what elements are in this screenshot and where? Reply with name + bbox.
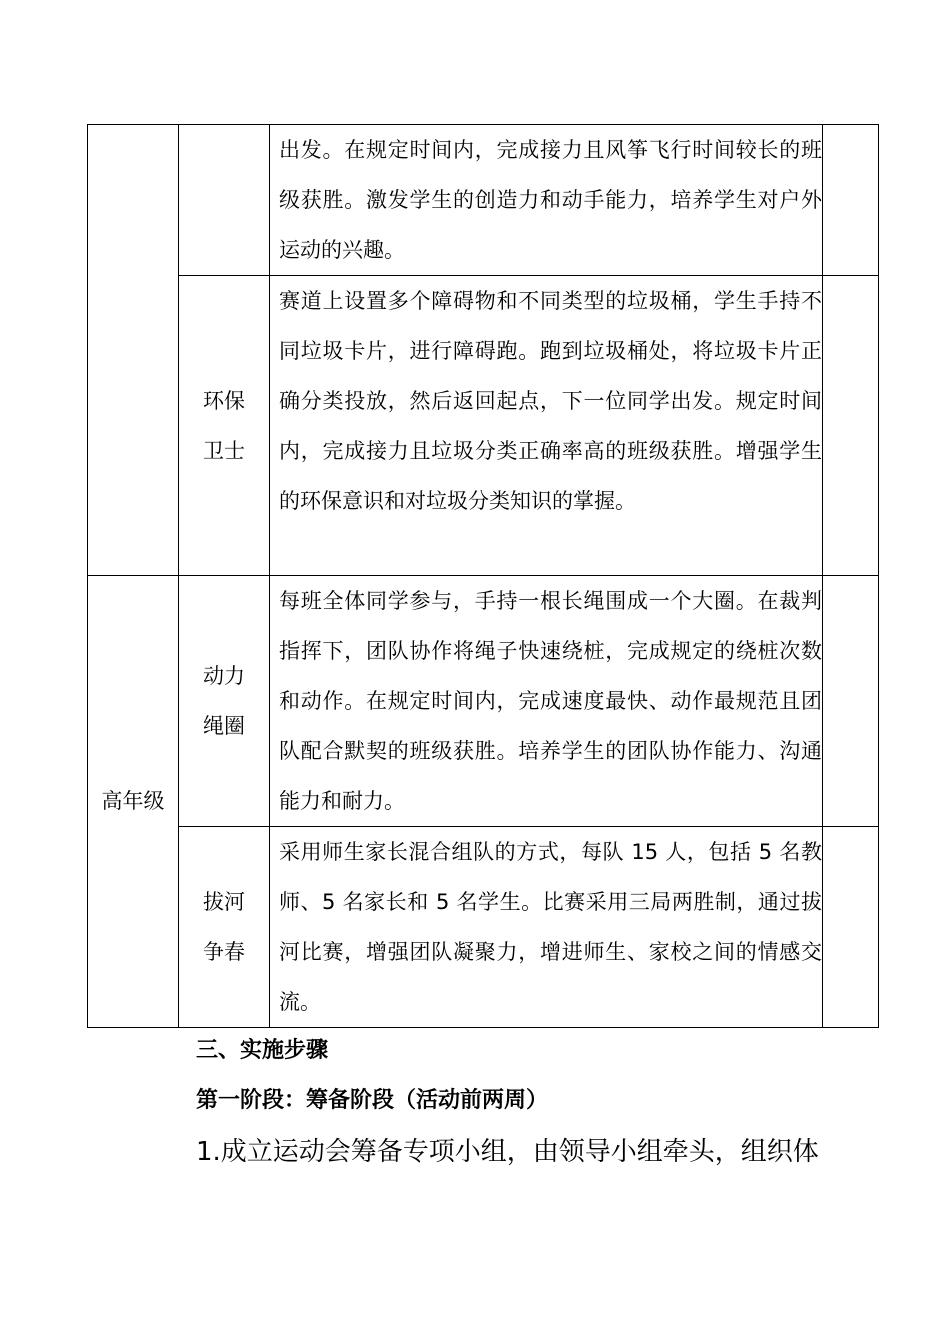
events-table — [87, 124, 879, 1028]
event-name-cell: 动力 绳圈 — [179, 576, 270, 827]
remark-cell — [823, 125, 879, 276]
event-name-cell: 环保 卫士 — [179, 276, 270, 576]
remark-cell — [823, 276, 879, 576]
event-description-cell: 采用师生家长混合组队的方式，每队 15 人，包括 5 名教师、5 名家长和 5 名学生。比赛采用三局两胜制，通过拔河比赛，增强团队凝聚力，增进师生、家校之间的情感交流。 — [270, 827, 823, 1028]
event-description-cell: 每班全体同学参与，手持一根长绳围成一个大圈。在裁判指挥下，团队协作将绳子快速绕桩，完成规定的绕桩次数和动作。在规定时间内，完成速度最快、动作最规范且团队配合默契的班级获胜。培养学生的团队协作能力、沟通能力和耐力。 — [270, 576, 823, 827]
grade-label: 高年级 — [101, 789, 165, 813]
table-row — [88, 276, 879, 576]
event-name-cell — [179, 125, 270, 276]
table-row — [88, 576, 879, 827]
remark-cell — [823, 576, 879, 827]
phase-heading: 第一阶段：筹备阶段（活动前两周） — [196, 1088, 549, 1113]
body-paragraph: 1.成立运动会筹备专项小组，由领导小组牵头，组织体 — [196, 1137, 819, 1167]
remark-cell — [823, 827, 879, 1028]
grade-cell — [88, 576, 179, 1028]
grade-cell — [88, 125, 179, 576]
event-name-cell: 拔河 争春 — [179, 827, 270, 1028]
section-heading: 三、实施步骤 — [196, 1038, 329, 1063]
event-description-cell: 出发。在规定时间内，完成接力且风筝飞行时间较长的班级获胜。激发学生的创造力和动手能力，培养学生对户外运动的兴趣。 — [270, 125, 823, 276]
event-description-cell: 赛道上设置多个障碍物和不同类型的垃圾桶，学生手持不同垃圾卡片，进行障碍跑。跑到垃圾桶处，将垃圾卡片正确分类投放，然后返回起点，下一位同学出发。规定时间内，完成接力且垃圾分类正确率高的班级获胜。增强学生的环保意识和对垃圾分类知识的掌握。 — [270, 276, 823, 576]
table-row — [88, 827, 879, 1028]
table-row — [88, 125, 879, 276]
